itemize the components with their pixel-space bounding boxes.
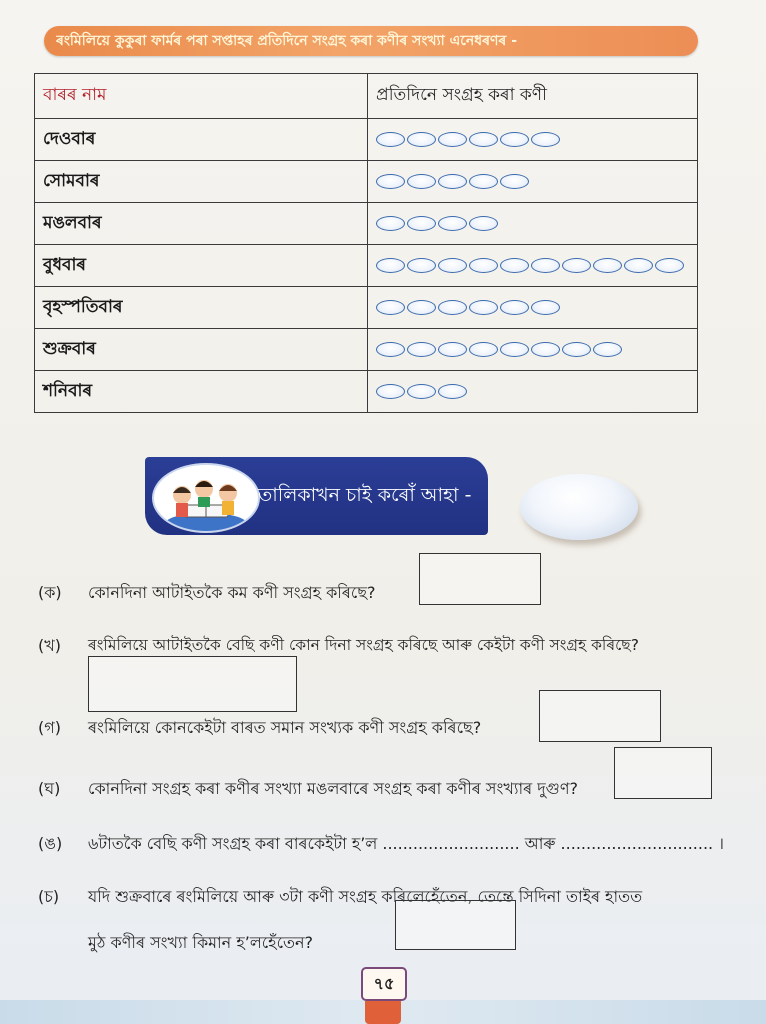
kids-reading-illustration [152, 463, 260, 533]
egg-icon [655, 258, 684, 273]
page-tab [365, 1001, 401, 1024]
egg-icon [438, 174, 467, 189]
question-text-uma: ৬টাতকৈ বেছি কণী সংগ্ৰহ কৰা বাৰকেইটা হ’ল ........................... আৰু .............................. । [88, 834, 724, 853]
egg-icon [407, 132, 436, 147]
day-name-cell: দেওবাৰ [35, 119, 368, 161]
table-header-row [35, 74, 698, 119]
egg-icon [531, 258, 560, 273]
eggs-cell [368, 161, 698, 203]
question-text-cha: যদি শুক্ৰবাৰে ৰংমিলিয়ে আৰু ৩টা কণী সংগ্ৰহ কৰিলেহেঁতেন, তেন্তে সিদিনা তাইৰ হাতত [88, 887, 643, 906]
egg-icon [376, 216, 405, 231]
question-label-kha: (খ) [38, 636, 61, 655]
eggs-cell [368, 371, 698, 413]
question-label-ka: (ক) [38, 583, 62, 602]
egg-icon [438, 258, 467, 273]
egg-icon [500, 258, 529, 273]
egg-icon [500, 174, 529, 189]
egg-icon [438, 342, 467, 357]
answer-box-gha[interactable] [614, 747, 712, 799]
table-row [35, 119, 698, 161]
question-text-ga: ৰংমিলিয়ে কোনকেইটা বাৰত সমান সংখ্যক কণী সংগ্ৰহ কৰিছে? [88, 718, 482, 737]
question-text-kha: ৰংমিলিয়ে আটাইতকৈ বেছি কণী কোন দিনা সংগ্ৰহ কৰিছে আৰু কেইটা কণী সংগ্ৰহ কৰিছে? [88, 636, 639, 654]
egg-pictograph [376, 384, 689, 399]
egg-pictograph [376, 132, 689, 147]
egg-pictograph [376, 342, 689, 357]
question-label-ga: (গ) [38, 718, 61, 737]
egg-icon [376, 300, 405, 315]
egg-icon [469, 342, 498, 357]
table-header-day: বাৰৰ নাম [35, 74, 368, 119]
answer-box-ka[interactable] [419, 553, 541, 605]
question-label-uma: (ঙ) [38, 834, 63, 853]
question-text-ka: কোনদিনা আটাইতকৈ কম কণী সংগ্ৰহ কৰিছে? [88, 583, 376, 602]
activity-title: তালিকাখন চাই কৰোঁ আহা - [258, 484, 472, 506]
answer-box-kha[interactable] [88, 656, 297, 712]
table-row [35, 203, 698, 245]
egg-icon [376, 384, 405, 399]
egg-illustration [520, 474, 638, 540]
eggs-cell [368, 287, 698, 329]
egg-icon [376, 342, 405, 357]
egg-icon [469, 300, 498, 315]
answer-box-cha[interactable] [395, 900, 516, 950]
egg-icon [407, 300, 436, 315]
eggs-cell [368, 329, 698, 371]
egg-icon [469, 174, 498, 189]
egg-icon [500, 342, 529, 357]
egg-icon [376, 258, 405, 273]
table-row [35, 287, 698, 329]
day-name-cell: মঙলবাৰ [35, 203, 368, 245]
egg-icon [376, 174, 405, 189]
eggs-cell [368, 119, 698, 161]
day-name-cell: শনিবাৰ [35, 371, 368, 413]
question-text-gha: কোনদিনা সংগ্ৰহ কৰা কণীৰ সংখ্যা মঙলবাৰে সংগ্ৰহ কৰা কণীৰ সংখ্যাৰ দুগুণ? [88, 779, 578, 798]
egg-icon [469, 132, 498, 147]
egg-icon [624, 258, 653, 273]
question-label-gha: (ঘ) [38, 779, 61, 798]
egg-collection-table [34, 73, 698, 413]
eggs-cell [368, 245, 698, 287]
egg-icon [407, 258, 436, 273]
egg-icon [500, 300, 529, 315]
day-name-cell: বৃহস্পতিবাৰ [35, 287, 368, 329]
egg-icon [438, 132, 467, 147]
egg-icon [407, 216, 436, 231]
egg-icon [407, 342, 436, 357]
question-text-cha-line2: মুঠ কণীৰ সংখ্যা কিমান হ’লহেঁতেন? [88, 933, 314, 952]
page-number: ৭৫ [361, 967, 407, 1001]
answer-box-ga[interactable] [539, 690, 661, 742]
egg-icon [438, 216, 467, 231]
egg-icon [407, 174, 436, 189]
egg-pictograph [376, 216, 689, 231]
egg-icon [376, 132, 405, 147]
egg-pictograph [376, 300, 689, 315]
egg-icon [469, 216, 498, 231]
egg-icon [562, 258, 591, 273]
egg-pictograph [376, 258, 689, 273]
header-title: ৰংমিলিয়ে কুকুৰা ফাৰ্মৰ পৰা সপ্তাহৰ প্ৰতিদিনে সংগ্ৰহ কৰা কণীৰ সংখ্যা এনেধৰণৰ - [56, 33, 517, 49]
table-row [35, 245, 698, 287]
egg-icon [562, 342, 591, 357]
egg-icon [469, 258, 498, 273]
day-name-cell: বুধবাৰ [35, 245, 368, 287]
eggs-cell [368, 203, 698, 245]
day-name-cell: শুক্ৰবাৰ [35, 329, 368, 371]
egg-icon [593, 258, 622, 273]
egg-icon [531, 300, 560, 315]
egg-pictograph [376, 174, 689, 189]
table-row [35, 371, 698, 413]
egg-icon [593, 342, 622, 357]
question-label-cha: (চ) [38, 887, 60, 906]
egg-icon [438, 300, 467, 315]
egg-icon [531, 342, 560, 357]
table-row [35, 329, 698, 371]
egg-icon [438, 384, 467, 399]
table-header-eggs: প্ৰতিদিনে সংগ্ৰহ কৰা কণী [368, 74, 698, 119]
table-row [35, 161, 698, 203]
day-name-cell: সোমবাৰ [35, 161, 368, 203]
egg-icon [531, 132, 560, 147]
egg-icon [500, 132, 529, 147]
egg-icon [407, 384, 436, 399]
